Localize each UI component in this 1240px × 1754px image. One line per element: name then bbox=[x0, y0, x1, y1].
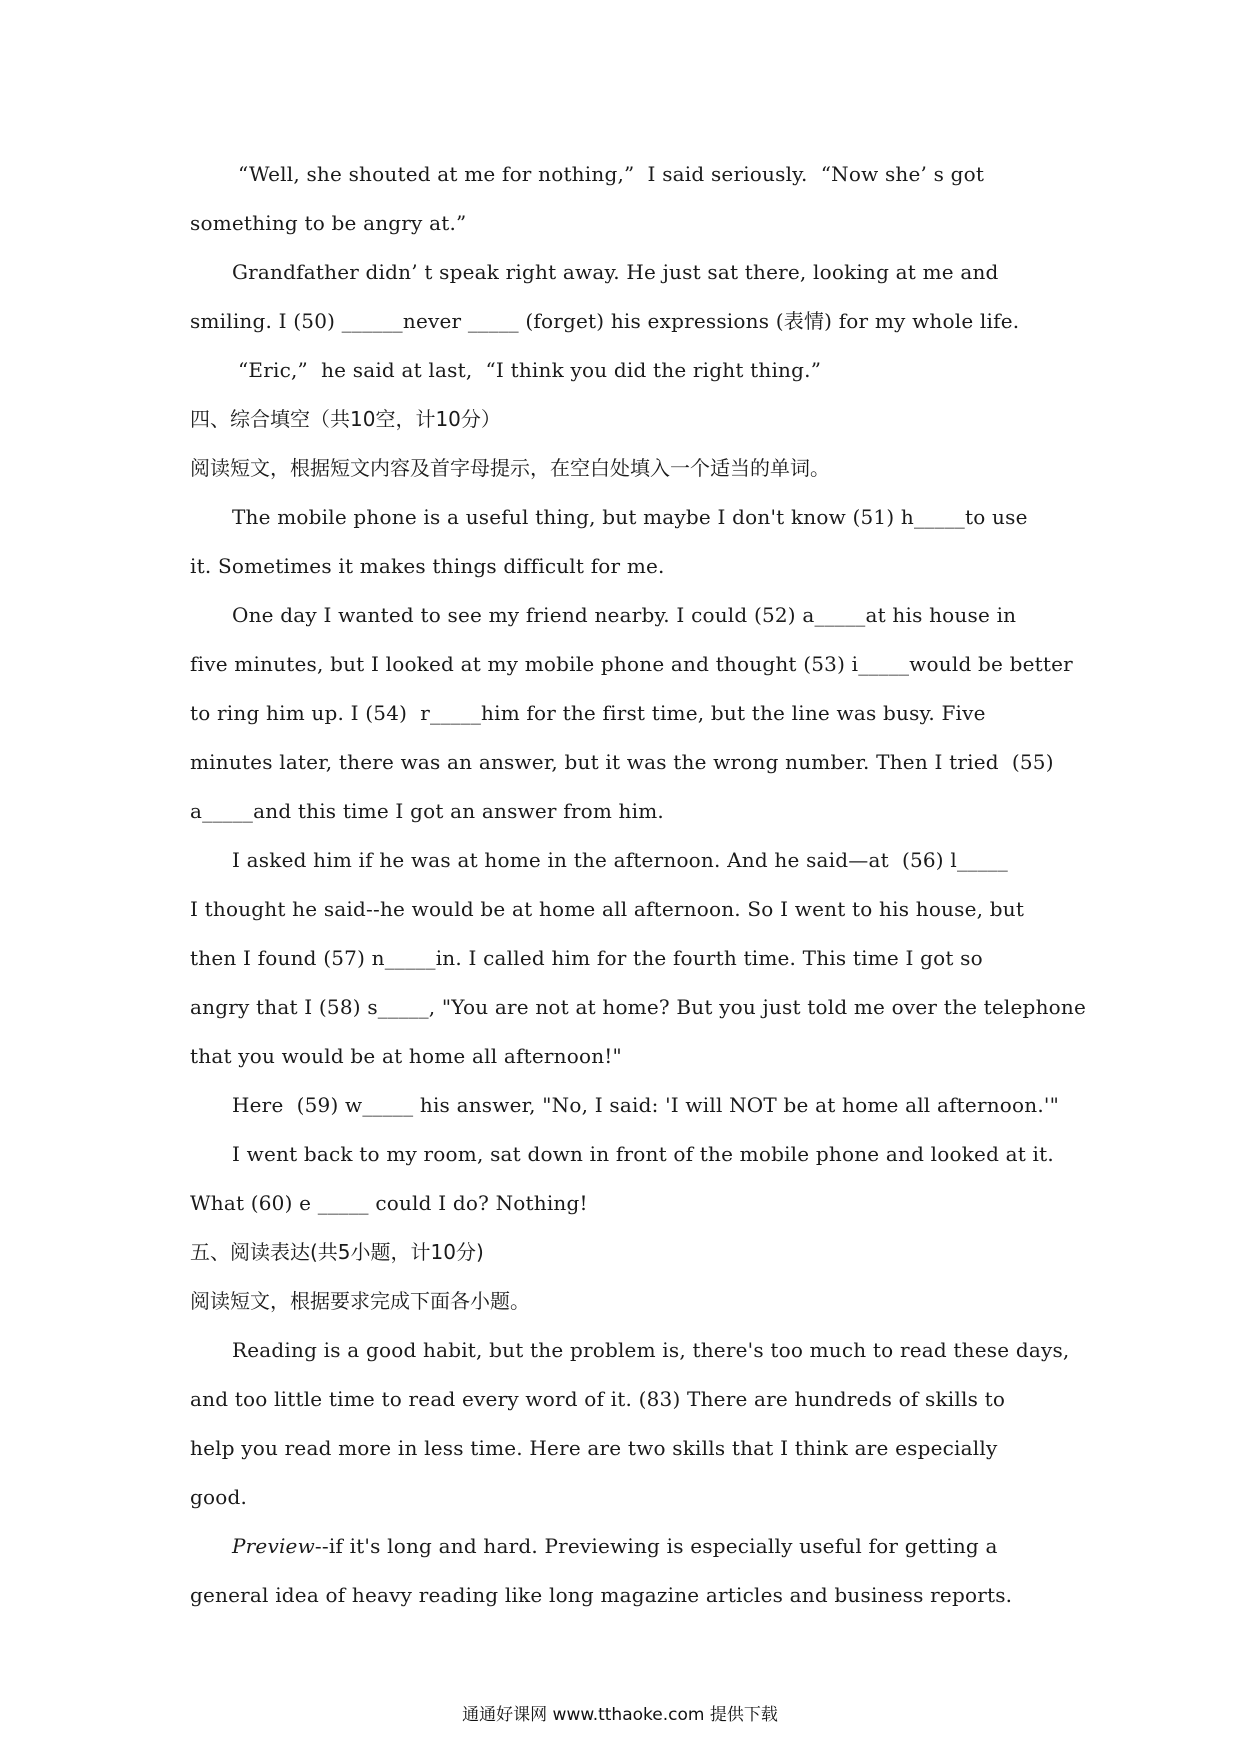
paragraph-line: angry that I (58) s_____, "You are not at home? But you just told me over the telephone bbox=[190, 995, 1087, 1019]
paragraph-line: I thought he said--he would be at home all afternoon. So I went to his house, but bbox=[190, 897, 1025, 921]
paragraph-line: I asked him if he was at home in the afternoon. And he said—at (56) l_____ bbox=[232, 848, 1008, 872]
paragraph-line: Here (59) w_____ his answer, "No, I said: 'I will NOT be at home all afternoon.'" bbox=[232, 1093, 1060, 1117]
paragraph-line: Reading is a good habit, but the problem is, there's too much to read these days, bbox=[232, 1338, 1070, 1362]
paragraph-line: smiling. I (50) ______never _____ (forget) his expressions (表情) for my whole life. bbox=[190, 309, 1020, 333]
paragraph-line: then I found (57) n_____in. I called him for the fourth time. This time I got so bbox=[190, 946, 983, 970]
paragraph-line: minutes later, there was an answer, but it was the wrong number. Then I tried (55) bbox=[190, 750, 1054, 774]
section-4-title: 四、综合填空（共10空，计10分） bbox=[190, 407, 501, 431]
paragraph-line: something to be angry at.” bbox=[190, 211, 467, 235]
paragraph-line: good. bbox=[190, 1485, 248, 1509]
paragraph-line: that you would be at home all afternoon!" bbox=[190, 1044, 622, 1068]
preview-term: Preview bbox=[232, 1534, 315, 1558]
page-footer: 通通好课网 www.tthaoke.com 提供下载 bbox=[462, 1705, 778, 1725]
document-page bbox=[190, 150, 1087, 1620]
paragraph-line bbox=[190, 1522, 1052, 1571]
section-4-instruction: 阅读短文，根据短文内容及首字母提示，在空白处填入一个适当的单词。 bbox=[190, 456, 830, 480]
paragraph-line: One day I wanted to see my friend nearby. I could (52) a_____at his house in bbox=[232, 603, 1017, 627]
section-5-instruction: 阅读短文，根据要求完成下面各小题。 bbox=[190, 1289, 530, 1313]
paragraph-line: to ring him up. I (54) r_____him for the first time, but the line was busy. Five bbox=[190, 701, 986, 725]
paragraph-line: a_____and this time I got an answer from him. bbox=[190, 799, 664, 823]
paragraph-line: help you read more in less time. Here are two skills that I think are especially bbox=[190, 1436, 998, 1460]
paragraph-line: it. Sometimes it makes things difficult for me. bbox=[190, 554, 665, 578]
paragraph-line: “Well, she shouted at me for nothing,” I said seriously. “Now she’ s got bbox=[238, 162, 985, 186]
paragraph-line: general idea of heavy reading like long magazine articles and business reports. bbox=[190, 1583, 1013, 1607]
paragraph-line: Grandfather didn’ t speak right away. He just sat there, looking at me and bbox=[232, 260, 999, 284]
section-5-title: 五、阅读表达(共5小题，计10分) bbox=[190, 1240, 484, 1264]
paragraph-line: The mobile phone is a useful thing, but maybe I don't know (51) h_____to use bbox=[232, 505, 1028, 529]
paragraph-line: “Eric,” he said at last, “I think you did the right thing.” bbox=[238, 358, 822, 382]
paragraph-line: and too little time to read every word of it. (83) There are hundreds of skills to bbox=[190, 1387, 1006, 1411]
paragraph-line: five minutes, but I looked at my mobile phone and thought (53) i_____would be better bbox=[190, 652, 1073, 676]
paragraph-line: I went back to my room, sat down in front of the mobile phone and looked at it. bbox=[232, 1142, 1054, 1166]
paragraph-text: --if it's long and hard. Previewing is especially useful for getting a bbox=[314, 1534, 998, 1558]
paragraph-line: What (60) e _____ could I do? Nothing! bbox=[190, 1191, 588, 1215]
